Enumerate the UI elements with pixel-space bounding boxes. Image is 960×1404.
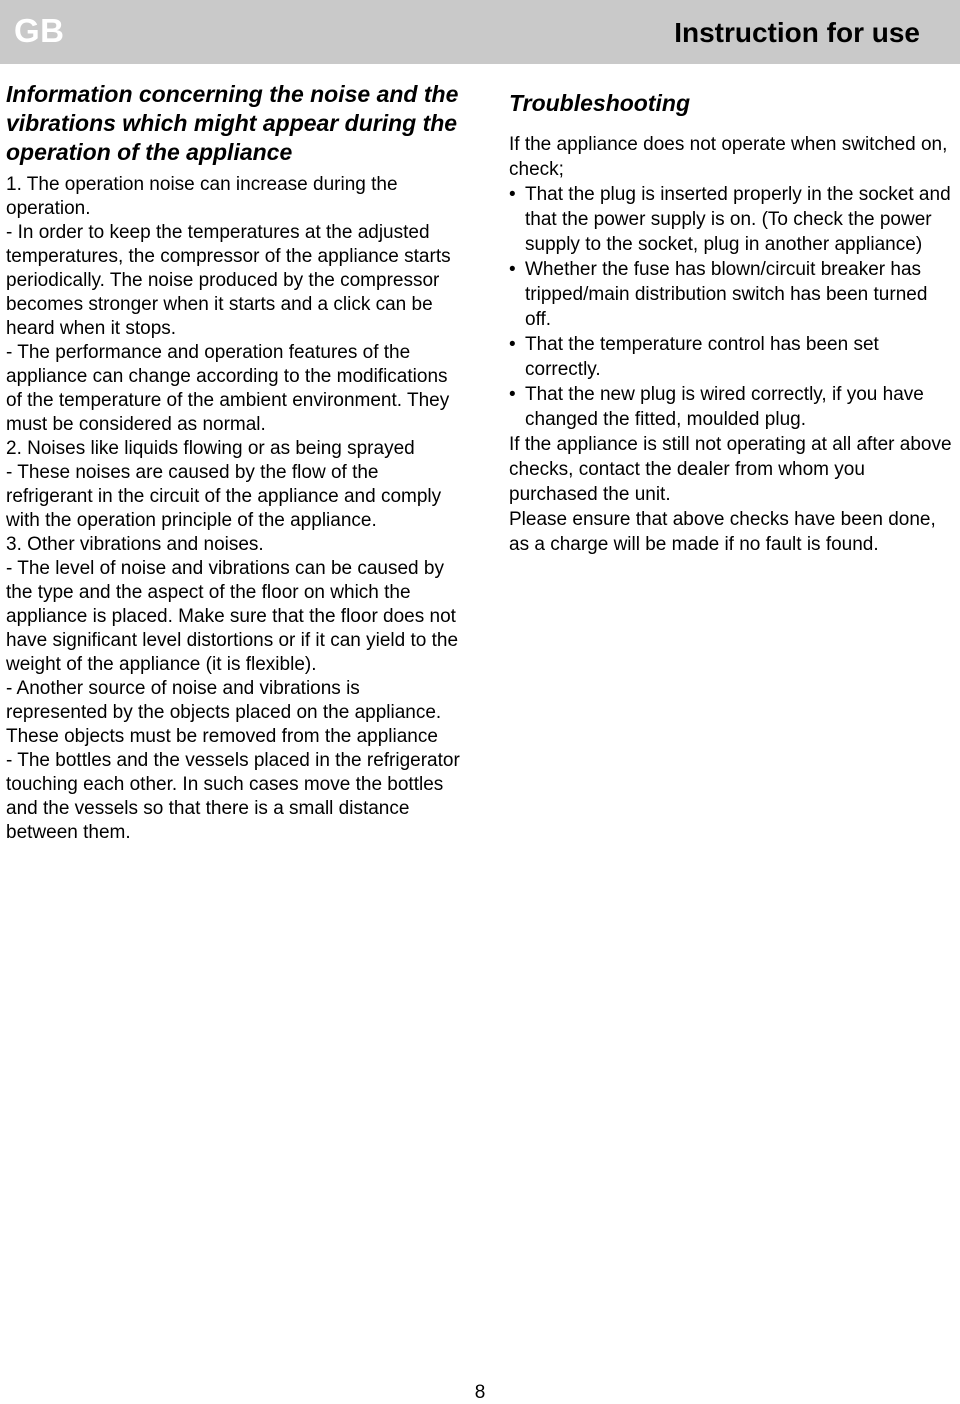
troubleshooting-closing-1: If the appliance is still not operating at all after above checks, contact the dealer from whom you purchased the unit. — [509, 434, 952, 505]
noise-paragraph-3: - The performance and operation features of the appliance can change according to the modifications of the temperature of the ambient environment. They must be considered as normal. — [6, 342, 450, 435]
page-title: Instruction for use — [674, 17, 920, 48]
bullet-icon: • — [509, 184, 516, 205]
noise-paragraph-6: 3. Other vibrations and noises. — [6, 534, 264, 555]
troubleshooting-heading: Troubleshooting — [509, 90, 691, 116]
bullet-icon: • — [509, 334, 516, 355]
noise-paragraph-8: - Another source of noise and vibrations is represented by the objects placed on the appliance. These objects must be removed from the appliance — [6, 678, 442, 747]
left-column — [6, 80, 461, 845]
troubleshooting-bullet-1 — [509, 182, 954, 257]
noise-paragraph-1: 1. The operation noise can increase during the operation. — [6, 174, 398, 219]
noise-paragraph-4: 2. Noises like liquids flowing or as being sprayed — [6, 438, 415, 459]
bullet-icon: • — [509, 259, 516, 280]
noise-paragraph-2: - In order to keep the temperatures at the adjusted temperatures, the compressor of the appliance starts periodically. The noise produced by the compressor becomes stronger when it starts and a click can be heard when it stops. — [6, 222, 451, 339]
troubleshooting-closing-2: Please ensure that above checks have been done, as a charge will be made if no fault is found. — [509, 509, 936, 555]
bullet-text: Whether the fuse has blown/circuit breaker has tripped/main distribution switch has been turned off. — [525, 259, 928, 330]
troubleshooting-bullet-4 — [509, 382, 954, 432]
language-label: GB — [14, 12, 65, 49]
bullet-text: That the plug is inserted properly in the socket and that the power supply is on. (To check the power supply to the socket, plug in another appliance) — [525, 184, 951, 255]
noise-paragraph-9: - The bottles and the vessels placed in the refrigerator touching each other. In such cases move the bottles and the vessels so that there is a small distance between them. — [6, 750, 460, 843]
right-column — [509, 89, 954, 557]
noise-paragraph-5: - These noises are caused by the flow of the refrigerant in the circuit of the appliance and comply with the operation principle of the appliance. — [6, 462, 442, 531]
troubleshooting-bullet-3 — [509, 332, 954, 382]
troubleshooting-bullet-2 — [509, 257, 954, 332]
header-bar — [0, 0, 960, 64]
noise-section-heading: Information concerning the noise and the vibrations which might appear during the operation of the appliance — [6, 81, 459, 165]
noise-paragraph-7: - The level of noise and vibrations can be caused by the type and the aspect of the floor on which the appliance is placed. Make sure that the floor does not have significant level distortions or if it can yield to the weight of the appliance (it is flexible). — [6, 558, 459, 675]
bullet-text: That the temperature control has been set correctly. — [525, 334, 879, 380]
page-number: 8 — [474, 1382, 486, 1403]
bullet-icon: • — [509, 384, 516, 405]
troubleshooting-intro: If the appliance does not operate when switched on, check; — [509, 134, 948, 180]
bullet-text: That the new plug is wired correctly, if you have changed the fitted, moulded plug. — [525, 384, 924, 430]
